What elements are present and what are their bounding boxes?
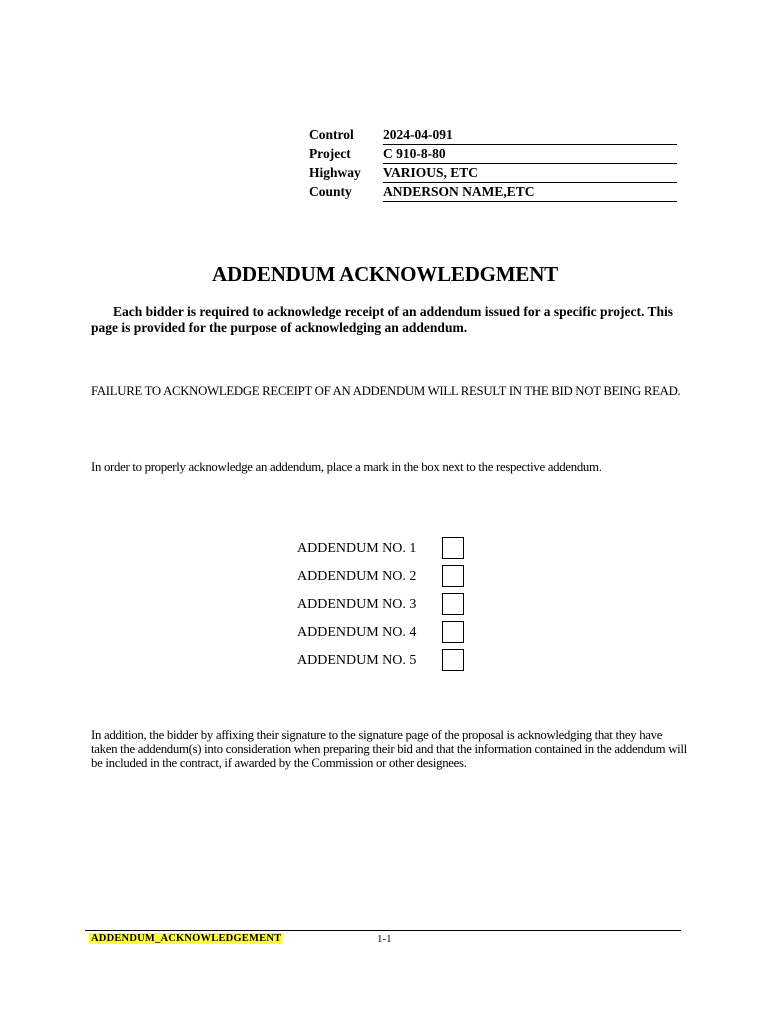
closing-paragraph: In addition, the bidder by affixing their signature to the signature page of the proposal is acknowledging that they have taken the addendum(s) into consideration when preparing their bid and that the information contained in the addendum will be included in the contract, if awarded by the Commission or other designees. xyxy=(91,728,687,770)
intro-paragraph xyxy=(91,304,691,336)
addendum-label-3: ADDENDUM NO. 3 xyxy=(297,597,417,612)
addendum-1-checkbox[interactable] xyxy=(442,537,464,559)
addendum-3-checkbox[interactable] xyxy=(442,593,464,615)
addendum-5-checkbox[interactable] xyxy=(442,649,464,671)
footer-divider xyxy=(85,930,681,931)
addendum-4-checkbox[interactable] xyxy=(442,621,464,643)
highway-value: VARIOUS, ETC xyxy=(383,165,677,183)
project-label: Project xyxy=(309,146,351,161)
addendum-label-4: ADDENDUM NO. 4 xyxy=(297,625,417,640)
footer-document-name: ADDENDUM_ACKNOWLEDGEMENT xyxy=(91,933,282,944)
county-label: County xyxy=(309,184,352,199)
instruction-paragraph: In order to properly acknowledge an addendum, place a mark in the box next to the respective addendum. xyxy=(91,460,602,474)
highway-label: Highway xyxy=(309,165,361,180)
page-title: ADDENDUM ACKNOWLEDGMENT xyxy=(212,262,558,286)
addendum-2-checkbox[interactable] xyxy=(442,565,464,587)
addendum-label-1: ADDENDUM NO. 1 xyxy=(297,541,417,556)
addendum-label-2: ADDENDUM NO. 2 xyxy=(297,569,417,584)
addendum-label-5: ADDENDUM NO. 5 xyxy=(297,653,417,668)
footer-page-number: 1-1 xyxy=(377,933,392,945)
warning-paragraph: FAILURE TO ACKNOWLEDGE RECEIPT OF AN ADDENDUM WILL RESULT IN THE BID NOT BEING READ. xyxy=(91,384,681,398)
control-label: Control xyxy=(309,127,354,142)
control-value: 2024-04-091 xyxy=(383,127,677,145)
county-value: ANDERSON NAME,ETC xyxy=(383,184,677,202)
project-value: C 910-8-80 xyxy=(383,146,677,164)
intro-text: Each bidder is required to acknowledge receipt of an addendum issued for a specific project. This page is provided for the purpose of acknowledging an addendum. xyxy=(91,304,674,335)
